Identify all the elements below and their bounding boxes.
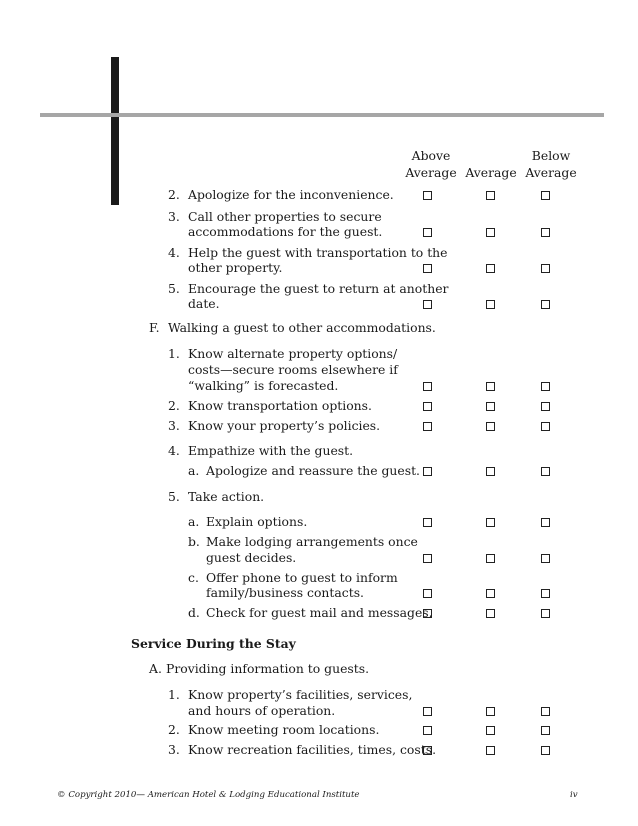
item-text: Help the guest with transportation to the	[188, 245, 448, 260]
checkbox-above-average[interactable]	[423, 609, 432, 618]
checkbox-average[interactable]	[486, 300, 495, 309]
checkbox-below-average[interactable]	[541, 300, 550, 309]
section-label: F.	[149, 320, 160, 335]
checkbox-above-average[interactable]	[423, 191, 432, 200]
checkbox-above-average[interactable]	[423, 402, 432, 411]
subitem-text: guest decides.	[206, 550, 297, 565]
section-label: A.	[149, 661, 162, 676]
column-header-above-average: Above Average	[405, 148, 457, 180]
item-text: Empathize with the guest.	[188, 443, 354, 458]
checkbox-above-average[interactable]	[423, 264, 432, 273]
checkbox-average[interactable]	[486, 746, 495, 755]
decorative-vertical-bar	[111, 57, 119, 205]
checkbox-below-average[interactable]	[541, 264, 550, 273]
checkbox-average[interactable]	[486, 467, 495, 476]
subitem-text: Apologize and reassure the guest.	[206, 463, 420, 478]
subitem-text: family/business contacts.	[206, 585, 364, 600]
checkbox-above-average[interactable]	[423, 589, 432, 598]
section-title: Walking a guest to other accommodations.	[168, 320, 436, 335]
item-text: Call other properties to secure	[188, 209, 382, 224]
checkbox-average[interactable]	[486, 382, 495, 391]
checkbox-average[interactable]	[486, 422, 495, 431]
checkbox-above-average[interactable]	[423, 707, 432, 716]
item-text: Take action.	[188, 489, 265, 504]
item-text: Apologize for the inconvenience.	[188, 187, 394, 202]
checkbox-below-average[interactable]	[541, 191, 550, 200]
item-number: 3.	[168, 209, 180, 224]
checkbox-average[interactable]	[486, 264, 495, 273]
item-number: 5.	[168, 489, 180, 504]
checkbox-below-average[interactable]	[541, 746, 550, 755]
page-number: iv	[570, 790, 578, 800]
subitem-letter: a.	[188, 514, 200, 529]
subitem-letter: c.	[188, 570, 199, 585]
decorative-horizontal-rule	[40, 113, 604, 117]
item-text: Know transportation options.	[188, 398, 372, 413]
checkbox-above-average[interactable]	[423, 300, 432, 309]
checkbox-average[interactable]	[486, 726, 495, 735]
item-text: other property.	[188, 260, 283, 275]
checkbox-average[interactable]	[486, 554, 495, 563]
item-text: Know meeting room locations.	[188, 722, 380, 737]
item-text: and hours of operation.	[188, 703, 336, 718]
copyright-footer: © Copyright 2010— American Hotel & Lodging Educational Institute	[57, 790, 360, 800]
item-text: Know alternate property options/	[188, 346, 398, 361]
checkbox-below-average[interactable]	[541, 589, 550, 598]
item-text: Know recreation facilities, times, costs.	[188, 742, 437, 757]
subitem-letter: a.	[188, 463, 200, 478]
subitem-letter: d.	[188, 605, 200, 620]
subitem-text: Explain options.	[206, 514, 308, 529]
checkbox-average[interactable]	[486, 609, 495, 618]
item-text: date.	[188, 296, 220, 311]
item-text: “walking” is forecasted.	[188, 378, 339, 393]
checkbox-above-average[interactable]	[423, 726, 432, 735]
subitem-text: Make lodging arrangements once	[206, 534, 418, 549]
checkbox-below-average[interactable]	[541, 228, 550, 237]
checkbox-below-average[interactable]	[541, 467, 550, 476]
checkbox-average[interactable]	[486, 518, 495, 527]
checkbox-average[interactable]	[486, 589, 495, 598]
subitem-text: Offer phone to guest to inform	[206, 570, 398, 585]
checkbox-above-average[interactable]	[423, 382, 432, 391]
checkbox-average[interactable]	[486, 707, 495, 716]
item-number: 4.	[168, 245, 180, 260]
column-header-average: Average	[465, 165, 517, 180]
checkbox-average[interactable]	[486, 402, 495, 411]
section-heading: Service During the Stay	[131, 636, 296, 651]
item-number: 1.	[168, 687, 180, 702]
item-number: 2.	[168, 722, 180, 737]
item-number: 2.	[168, 398, 180, 413]
item-text: accommodations for the guest.	[188, 224, 383, 239]
item-number: 3.	[168, 418, 180, 433]
item-number: 3.	[168, 742, 180, 757]
subitem-letter: b.	[188, 534, 200, 549]
checkbox-below-average[interactable]	[541, 382, 550, 391]
checkbox-below-average[interactable]	[541, 726, 550, 735]
checkbox-above-average[interactable]	[423, 554, 432, 563]
checkbox-average[interactable]	[486, 191, 495, 200]
item-number: 4.	[168, 443, 180, 458]
column-header-below-average: Below Average	[525, 148, 577, 180]
item-text: Know property’s facilities, services,	[188, 687, 413, 702]
checkbox-below-average[interactable]	[541, 518, 550, 527]
checkbox-above-average[interactable]	[423, 518, 432, 527]
checkbox-below-average[interactable]	[541, 609, 550, 618]
section-title: Providing information to guests.	[166, 661, 370, 676]
item-text: Know your property’s policies.	[188, 418, 381, 433]
subitem-text: Check for guest mail and messages.	[206, 605, 433, 620]
checkbox-above-average[interactable]	[423, 422, 432, 431]
item-number: 1.	[168, 346, 180, 361]
item-number: 2.	[168, 187, 180, 202]
checkbox-above-average[interactable]	[423, 467, 432, 476]
checkbox-above-average[interactable]	[423, 228, 432, 237]
checkbox-average[interactable]	[486, 228, 495, 237]
checkbox-below-average[interactable]	[541, 554, 550, 563]
item-number: 5.	[168, 281, 180, 296]
checkbox-below-average[interactable]	[541, 422, 550, 431]
checkbox-below-average[interactable]	[541, 707, 550, 716]
item-text: costs—secure rooms elsewhere if	[188, 362, 398, 377]
checkbox-below-average[interactable]	[541, 402, 550, 411]
item-text: Encourage the guest to return at another	[188, 281, 449, 296]
checkbox-above-average[interactable]	[423, 746, 432, 755]
